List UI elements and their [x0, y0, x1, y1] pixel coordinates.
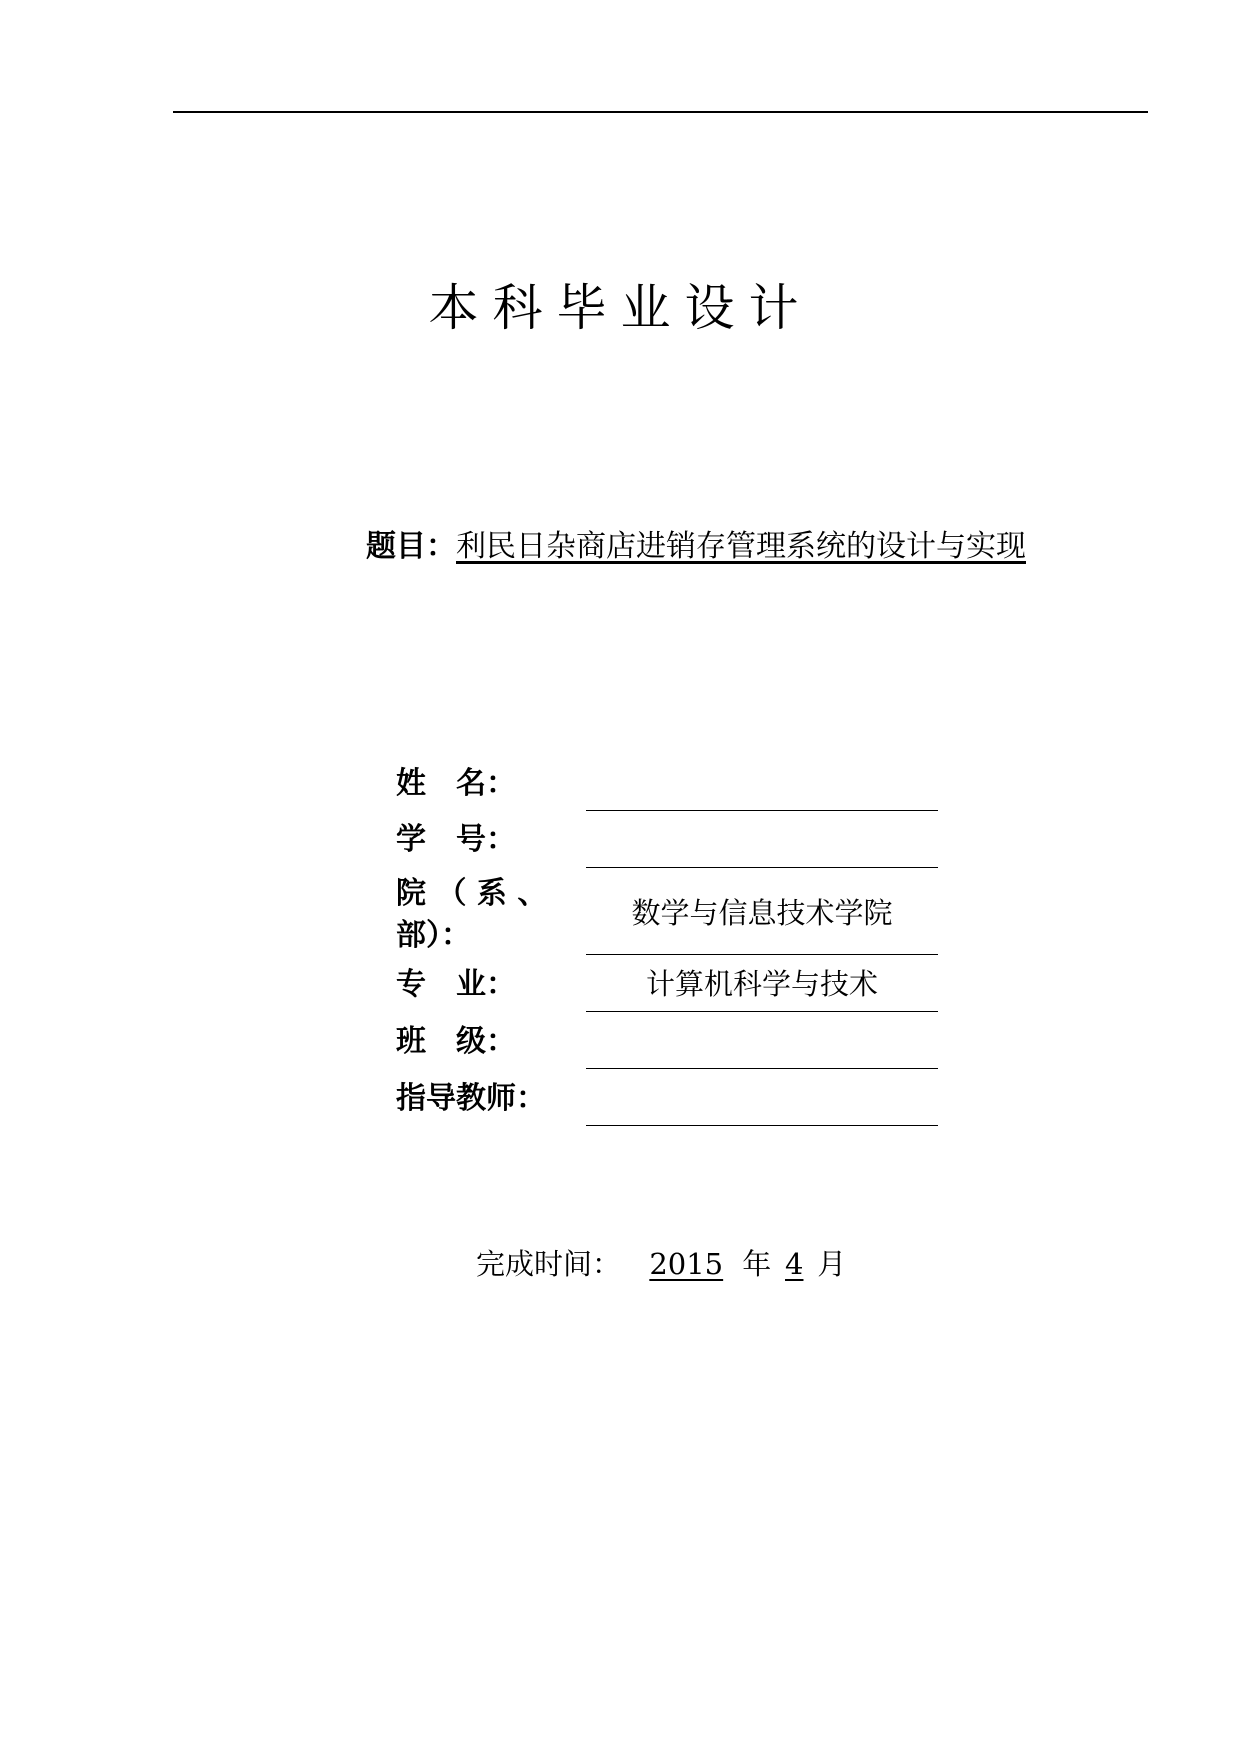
completion-month: 4	[785, 1247, 804, 1281]
college-label-line2: 部）：	[396, 918, 471, 953]
completion-year: 2015	[649, 1247, 724, 1281]
header-rule	[173, 111, 1148, 113]
completion-year-unit: 年	[742, 1247, 772, 1281]
major-label: 专 业：	[396, 967, 516, 1002]
topic-line	[366, 527, 1026, 567]
student-id-label: 学 号：	[396, 822, 516, 857]
completion-month-unit: 月	[817, 1247, 847, 1281]
college-label	[396, 873, 547, 957]
college-label-line1: 院 （ 系 、	[396, 876, 548, 911]
name-underline	[586, 810, 938, 811]
completion-line	[476, 1244, 846, 1284]
advisor-label: 指导教师：	[396, 1081, 546, 1116]
major-value: 计算机科学与技术	[645, 967, 878, 1001]
topic-value: 利民日杂商店进销存管理系统的设计与实现	[456, 529, 1026, 564]
advisor-underline	[586, 1125, 938, 1126]
class-underline	[586, 1068, 938, 1069]
student-id-underline	[586, 867, 938, 868]
document-heading: 本科毕业设计	[428, 279, 813, 337]
completion-label: 完成时间：	[476, 1247, 622, 1281]
college-value: 数学与信息技术学院	[631, 896, 893, 930]
major-underline	[586, 1011, 938, 1012]
topic-label: 题目：	[366, 529, 456, 564]
college-underline	[586, 954, 938, 955]
class-label: 班 级：	[396, 1024, 516, 1059]
name-label: 姓 名：	[396, 766, 516, 801]
